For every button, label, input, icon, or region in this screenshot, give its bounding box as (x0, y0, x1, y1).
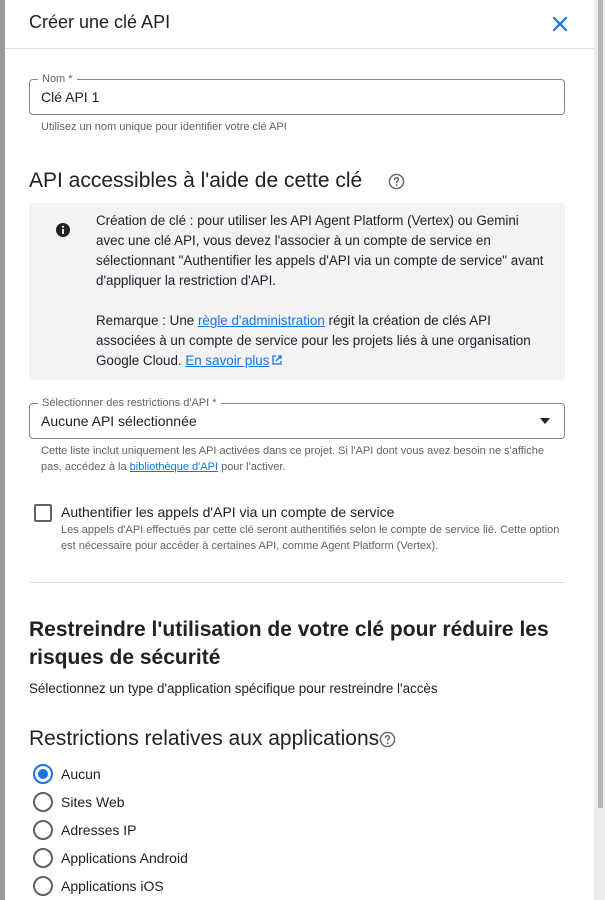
create-api-key-panel (5, 0, 594, 900)
api-restrictions-select[interactable] (29, 397, 565, 439)
radio-label: Applications Android (61, 850, 188, 866)
info-paragraph-2 (96, 311, 546, 371)
name-field[interactable] (29, 73, 565, 115)
radio-button[interactable] (33, 876, 53, 896)
name-field-label: Nom * (38, 73, 77, 85)
api-restrictions-hint (41, 443, 551, 475)
section-divider (29, 582, 565, 583)
service-account-checkbox-label: Authentifier les appels d'API via un compte de service (61, 504, 395, 520)
panel-title: Créer une clé API (29, 12, 171, 32)
service-account-checkbox[interactable] (34, 504, 52, 522)
restrict-section-description: Sélectionnez un type d'application spécifique pour restreindre l'accès (29, 681, 438, 696)
radio-label: Adresses IP (61, 822, 137, 838)
api-restrictions-label: Sélectionner des restrictions d'API * (38, 397, 221, 409)
page-backdrop-right (594, 0, 605, 900)
radio-button[interactable] (33, 820, 53, 840)
help-icon[interactable] (388, 173, 405, 190)
learn-more-link[interactable] (185, 353, 283, 368)
info-icon (55, 222, 71, 238)
scrollbar[interactable] (598, 0, 603, 808)
radio-button[interactable] (33, 848, 53, 868)
learn-more-label: En savoir plus (185, 353, 270, 368)
radio-label: Applications iOS (61, 878, 164, 894)
app-restrictions-help-icon[interactable] (379, 731, 396, 748)
restrict-section-title: Restreindre l'utilisation de votre clé pour réduire les risques de sécurité (29, 618, 549, 669)
admin-rule-link[interactable]: règle d'administration (197, 313, 325, 328)
name-field-value: Clé API 1 (41, 89, 100, 105)
info-paragraph-2-prefix: Remarque : Une (96, 313, 198, 328)
radio-button[interactable] (33, 764, 53, 784)
api-hint-prefix: Cette liste inclut uniquement les API activées dans ce projet. Si l'API dont vous avez besoin ne s'affiche pas, accédez à la (41, 445, 544, 473)
api-restrictions-value: Aucune API sélectionnée (41, 413, 197, 429)
info-box (29, 203, 565, 380)
name-field-hint: Utilisez un nom unique pour identifier votre clé API (41, 121, 287, 133)
radio-button[interactable] (33, 792, 53, 812)
panel-header (5, 0, 594, 49)
service-account-checkbox-description: Les appels d'API effectués par cette clé seront authentifiés selon le compte de service lié. Cette option est nécessaire pour accéder à certaines API, comme Agent Platform (Vertex). (61, 524, 560, 552)
external-link-icon (271, 354, 283, 366)
close-button[interactable] (548, 12, 572, 36)
info-paragraph-2-middle: régit la création de clés API associées à un compte de service pour les projets liés à une organisation Google Cloud. (96, 313, 531, 368)
info-paragraph-1: Création de clé : pour utiliser les API Agent Platform (Vertex) ou Gemini avec une clé API, vous devez l'associer à un compte de service en sélectionnant "Authentifier les appels d'API via un compte de service" avant d'appliquer la restriction d'API. (96, 213, 544, 288)
close-icon (548, 12, 572, 36)
app-restrictions-title: Restrictions relatives aux applications (29, 727, 380, 750)
api-hint-suffix: pour l'activer. (218, 461, 286, 473)
api-section-title: API accessibles à l'aide de cette clé (29, 169, 363, 192)
radio-label: Sites Web (61, 794, 125, 810)
radio-label: Aucun (61, 766, 101, 782)
api-library-link[interactable]: bibliothèque d'API (129, 461, 219, 473)
dropdown-arrow-icon (540, 418, 550, 424)
